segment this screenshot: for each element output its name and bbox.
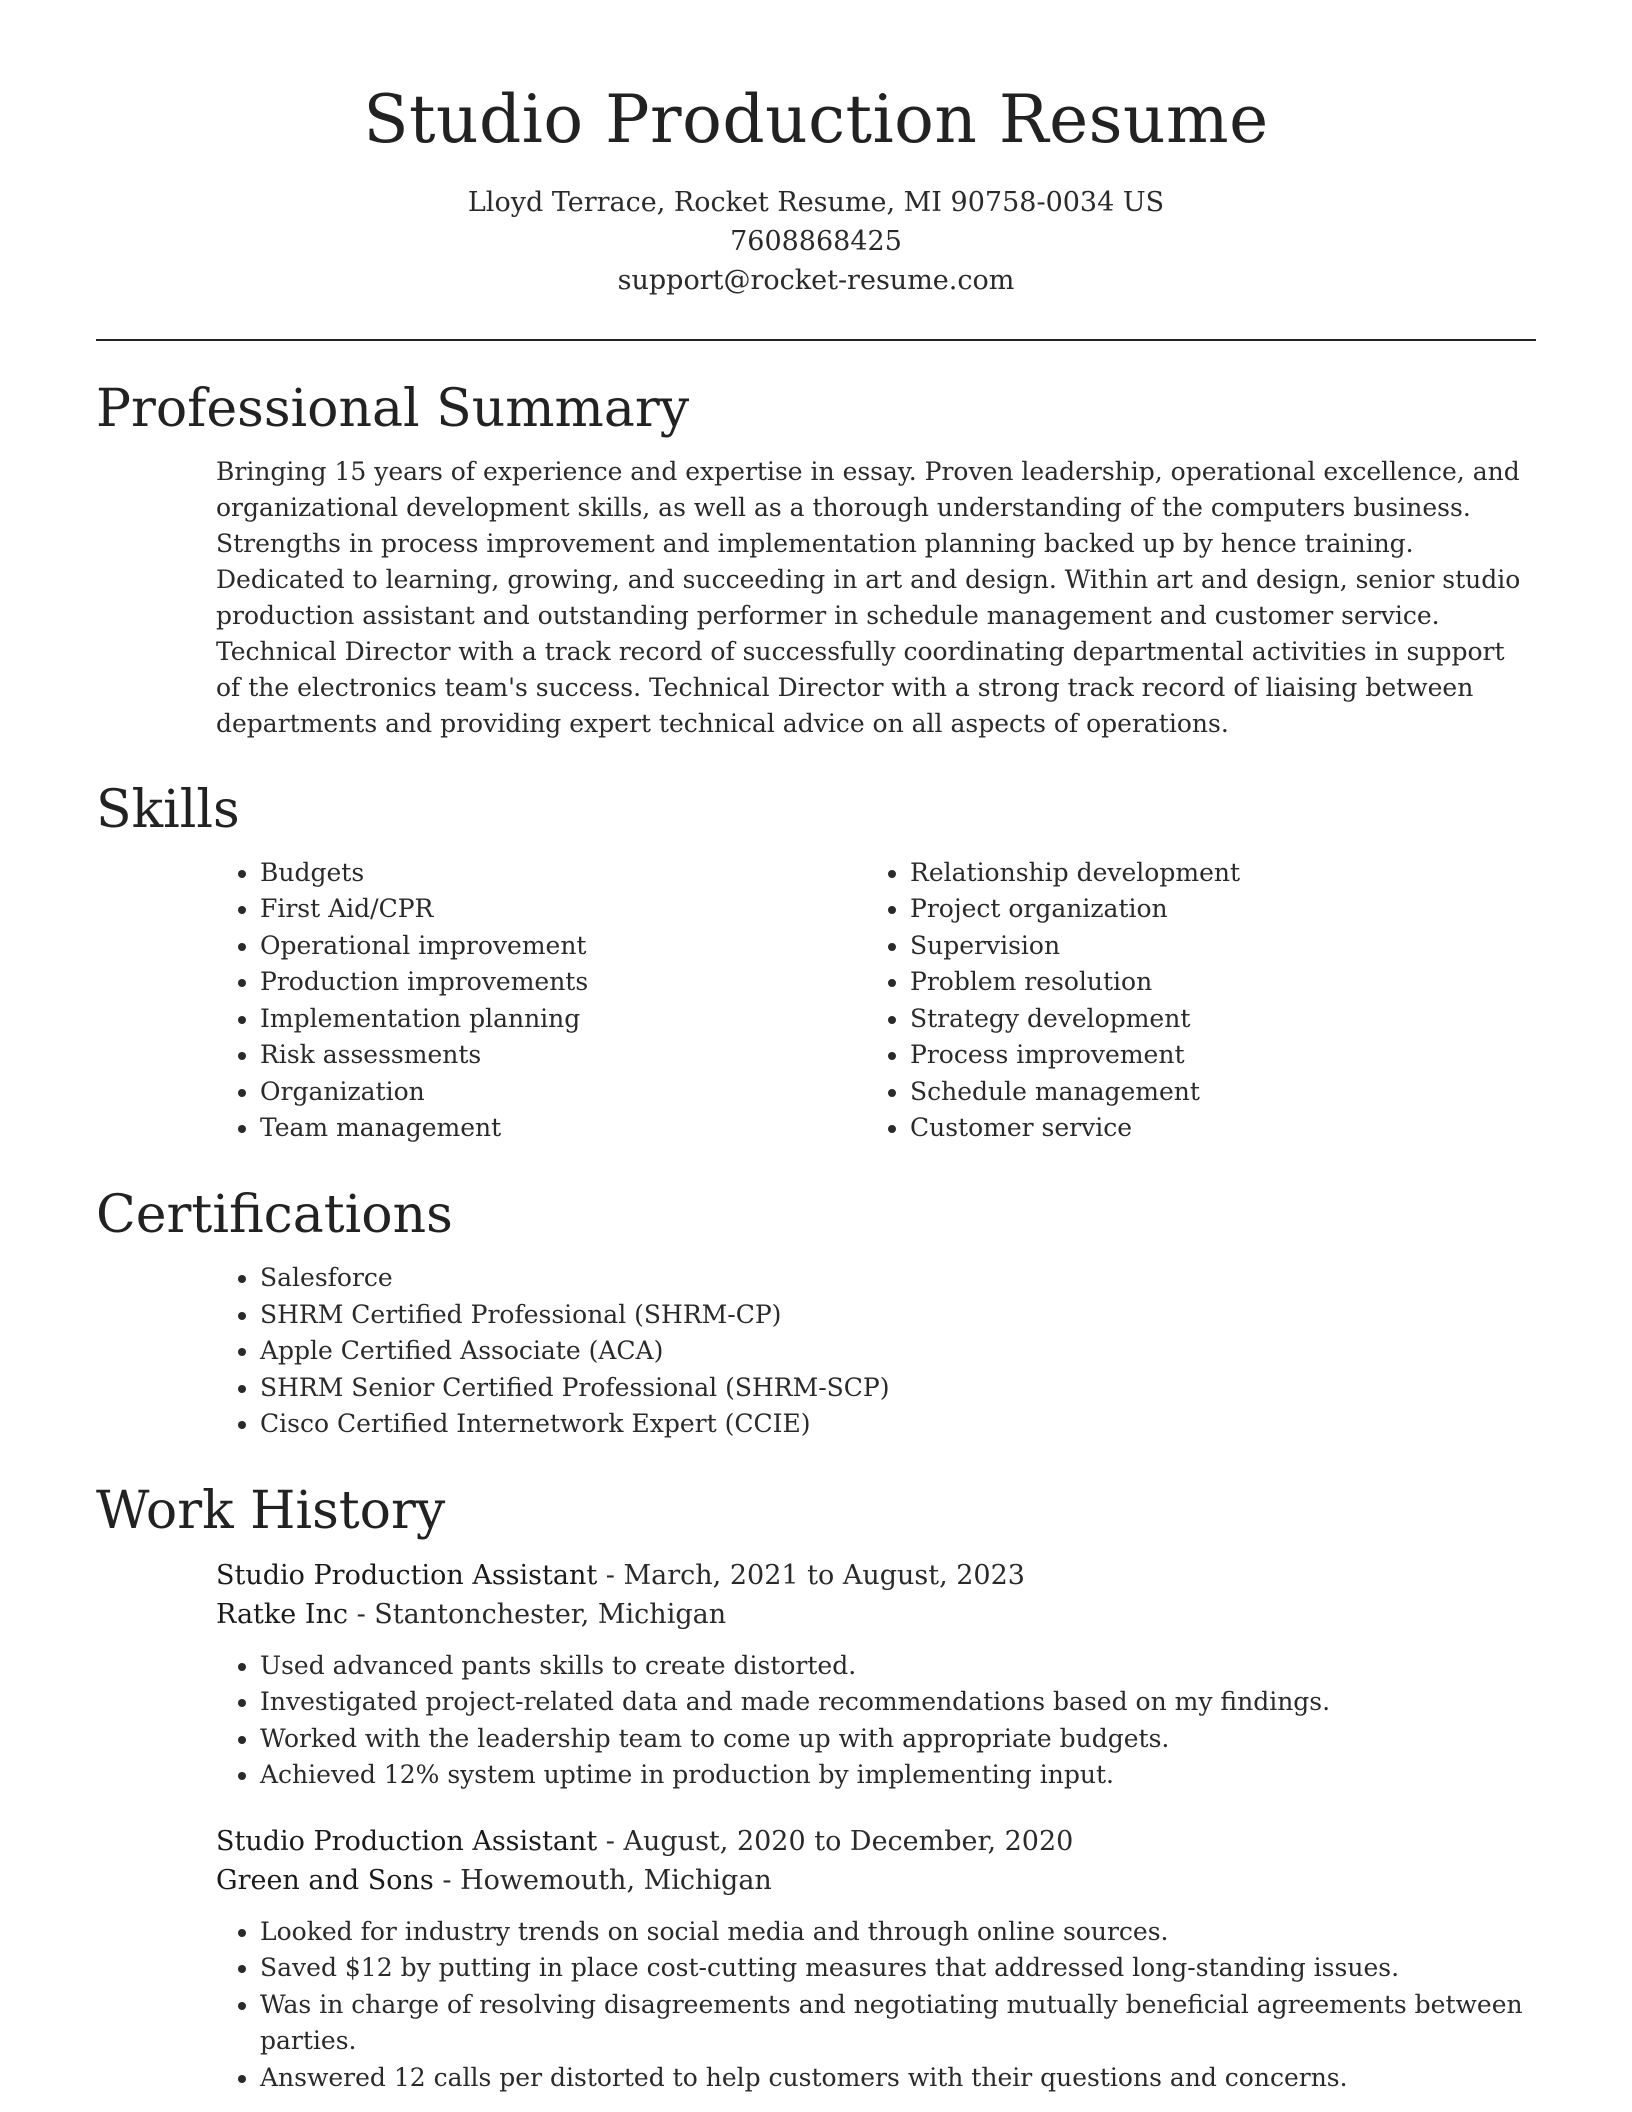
job-duties-list (216, 1914, 1536, 2097)
job-company: Ratke Inc (216, 1598, 348, 1630)
email: support@rocket-resume.com (617, 264, 1015, 296)
job-location: Stantonchester, Michigan (374, 1598, 727, 1630)
section-title-skills: Skills (96, 779, 240, 840)
job-title: Studio Production Assistant (216, 1825, 598, 1857)
certification-item: • SHRM Certified Professional (SHRM-CP) (260, 1297, 1536, 1334)
skill-item: • Team management (260, 1110, 866, 1147)
skill-item: • Schedule management (910, 1074, 1516, 1111)
skill-item: • Operational improvement (260, 928, 866, 965)
address: Lloyd Terrace, Rocket Resume, MI 90758-0034 US (467, 186, 1165, 218)
job-title: Studio Production Assistant (216, 1559, 598, 1591)
skill-item: • Organization (260, 1074, 866, 1111)
job-duty: • Was in charge of resolving disagreements and negotiating mutually beneficial agreements between parties. (260, 1987, 1536, 2060)
certifications-list (216, 1260, 1536, 1443)
certification-item: • Apple Certified Associate (ACA) (260, 1333, 1536, 1370)
certification-item: • SHRM Senior Certified Professional (SHRM-SCP) (260, 1370, 1536, 1407)
skill-item: • Project organization (910, 891, 1516, 928)
section-title-summary: Professional Summary (96, 378, 690, 439)
resume-header (96, 0, 1536, 300)
skill-item: • Process improvement (910, 1037, 1516, 1074)
job-title-line: Studio Production Assistant - March, 2021 to August, 2023 (216, 1559, 1025, 1591)
skill-item: • Budgets (260, 855, 866, 892)
job-dates: August, 2020 to December, 2020 (623, 1825, 1074, 1857)
certification-item: • Cisco Certified Internetwork Expert (CCIE) (260, 1406, 1536, 1443)
job-location: Howemouth, Michigan (460, 1864, 772, 1896)
skill-item: • Production improvements (260, 964, 866, 1001)
job-title-line: Studio Production Assistant - August, 2020 to December, 2020 (216, 1825, 1074, 1857)
job-duty: • Worked with the leadership team to come up with appropriate budgets. (260, 1721, 1536, 1758)
summary-text: Bringing 15 years of experience and expertise in essay. Proven leadership, operational excellence, and organizational development skills, as well as a thorough understanding of the computers business. Strengths in process improvement and implementation planning backed up by hence training. Dedicated to learning, growing, and succeeding in art and design. Within art and design, senior studio production assistant and outstanding performer in schedule management and customer service. Technical Director with a track record of successfully coordinating departmental activities in support of the electronics team's success. Technical Director with a strong track record of liaising between departments and providing expert technical advice on all aspects of operations. (216, 456, 1521, 738)
skills-list-left (216, 855, 866, 1147)
job-duty: • Achieved 12% system uptime in production by implementing input. (260, 1757, 1536, 1794)
skill-item: • Supervision (910, 928, 1516, 965)
job-duties-list (216, 1648, 1536, 1794)
job-entry (216, 1822, 1536, 2097)
job-duty: • Saved $12 by putting in place cost-cutting measures that addressed long-standing issues. (260, 1950, 1536, 1987)
section-title-work-history: Work History (96, 1480, 446, 1541)
skill-item: • Relationship development (910, 855, 1516, 892)
skill-item: • First Aid/CPR (260, 891, 866, 928)
skill-item: • Risk assessments (260, 1037, 866, 1074)
skills-list-right (866, 855, 1516, 1147)
job-duty: • Investigated project-related data and made recommendations based on my findings. (260, 1684, 1536, 1721)
job-entry (216, 1556, 1536, 1794)
job-company-line: Ratke Inc - Stantonchester, Michigan (216, 1598, 727, 1630)
certifications-section (96, 1184, 1536, 1443)
job-company-line: Green and Sons - Howemouth, Michigan (216, 1864, 772, 1896)
skill-item: • Implementation planning (260, 1001, 866, 1038)
section-title-certifications: Certifications (96, 1184, 453, 1245)
work-history-section (96, 1480, 1536, 2097)
job-duty: • Looked for industry trends on social media and through online sources. (260, 1914, 1536, 1951)
phone: 7608868425 (730, 225, 902, 257)
header-divider (96, 339, 1536, 341)
skill-item: • Customer service (910, 1110, 1516, 1147)
job-dates: March, 2021 to August, 2023 (623, 1559, 1025, 1591)
professional-summary-section (96, 378, 1536, 742)
certification-item: • Salesforce (260, 1260, 1536, 1297)
skill-item: • Problem resolution (910, 964, 1516, 1001)
job-company: Green and Sons (216, 1864, 434, 1896)
resume-title: Studio Production Resume (363, 81, 1269, 158)
job-duty: • Used advanced pants skills to create distorted. (260, 1648, 1536, 1685)
skills-section (96, 779, 1536, 1147)
job-duty: • Answered 12 calls per distorted to help customers with their questions and concerns. (260, 2060, 1536, 2097)
skill-item: • Strategy development (910, 1001, 1516, 1038)
